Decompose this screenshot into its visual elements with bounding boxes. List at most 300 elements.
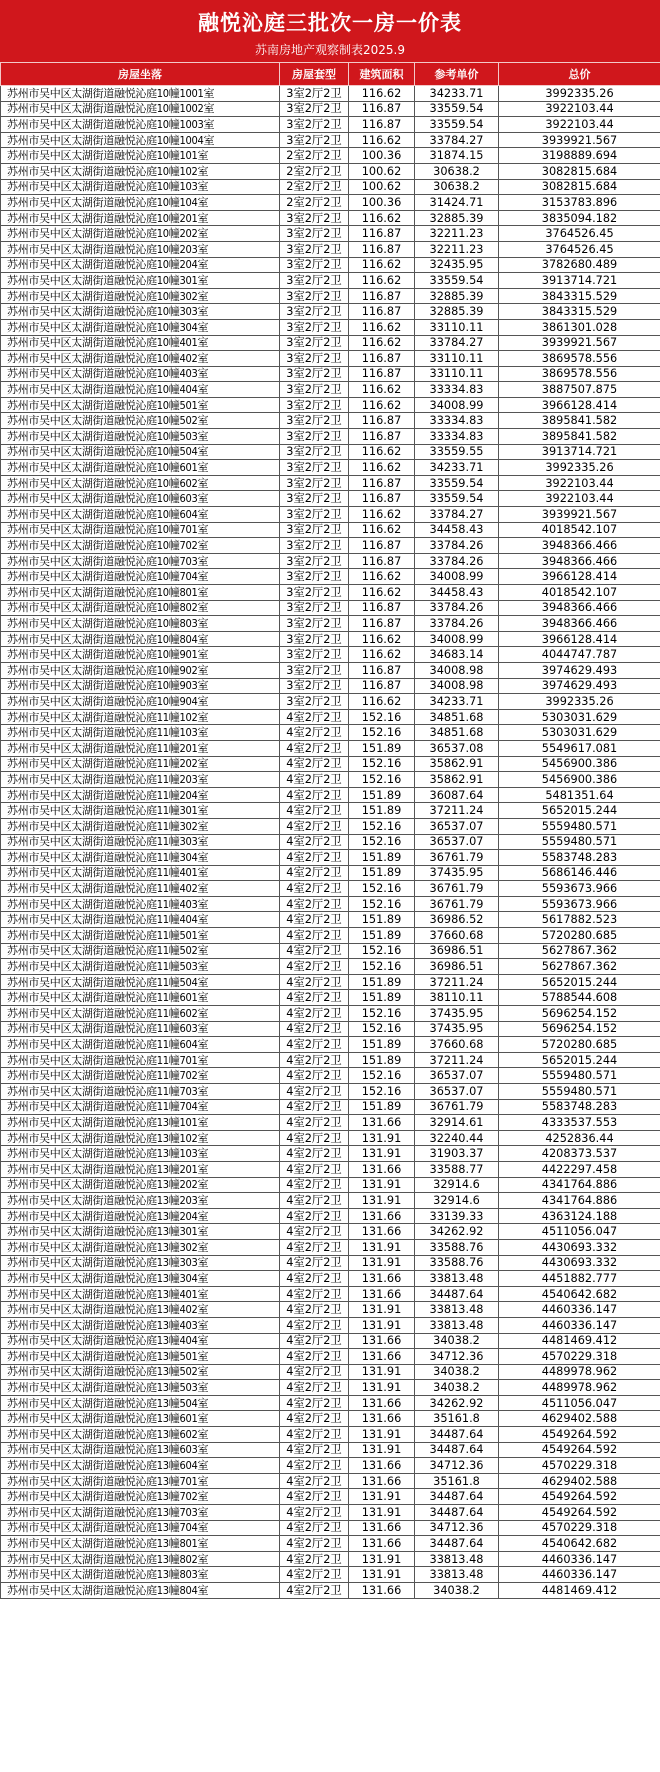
cell-address: 苏州市吴中区太湖街道融悦沁庭11幢504室 <box>1 974 280 990</box>
cell-total-price: 3843315.529 <box>499 304 660 320</box>
cell-address: 苏州市吴中区太湖街道融悦沁庭11幢302室 <box>1 818 280 834</box>
cell-total-price: 5720280.685 <box>499 1037 660 1053</box>
cell-total-price: 3869578.556 <box>499 366 660 382</box>
cell-layout: 4室2厅2卫 <box>280 1349 349 1365</box>
table-row <box>1 288 660 304</box>
cell-unit-price: 34851.68 <box>415 725 499 741</box>
cell-unit-price: 36537.07 <box>415 818 499 834</box>
cell-address: 苏州市吴中区太湖街道融悦沁庭11幢402室 <box>1 881 280 897</box>
table-row <box>1 647 660 663</box>
cell-total-price: 5593673.966 <box>499 881 660 897</box>
cell-total-price: 3992335.26 <box>499 86 660 102</box>
cell-unit-price: 34487.64 <box>415 1286 499 1302</box>
cell-total-price: 3843315.529 <box>499 288 660 304</box>
table-row <box>1 1536 660 1552</box>
cell-address: 苏州市吴中区太湖街道融悦沁庭13幢703室 <box>1 1505 280 1521</box>
cell-layout: 3室2厅2卫 <box>280 444 349 460</box>
cell-layout: 4室2厅2卫 <box>280 943 349 959</box>
table-row <box>1 912 660 928</box>
cell-unit-price: 34008.98 <box>415 662 499 678</box>
price-table <box>0 62 660 1599</box>
cell-area: 152.16 <box>349 834 415 850</box>
cell-area: 116.87 <box>349 288 415 304</box>
cell-layout: 3室2厅2卫 <box>280 304 349 320</box>
cell-total-price: 4208373.537 <box>499 1146 660 1162</box>
cell-layout: 3室2厅2卫 <box>280 507 349 523</box>
cell-area: 116.62 <box>349 397 415 413</box>
cell-unit-price: 34487.64 <box>415 1536 499 1552</box>
cell-area: 100.36 <box>349 148 415 164</box>
cell-layout: 3室2厅2卫 <box>280 117 349 133</box>
table-row <box>1 896 660 912</box>
cell-total-price: 4481469.412 <box>499 1583 660 1599</box>
cell-area: 152.16 <box>349 881 415 897</box>
cell-layout: 4室2厅2卫 <box>280 709 349 725</box>
cell-area: 116.87 <box>349 475 415 491</box>
table-row <box>1 803 660 819</box>
cell-layout: 3室2厅2卫 <box>280 429 349 445</box>
cell-area: 152.16 <box>349 818 415 834</box>
table-row <box>1 569 660 585</box>
cell-total-price: 3939921.567 <box>499 132 660 148</box>
cell-area: 116.62 <box>349 507 415 523</box>
cell-unit-price: 33813.48 <box>415 1271 499 1287</box>
cell-area: 116.87 <box>349 101 415 117</box>
cell-layout: 3室2厅2卫 <box>280 288 349 304</box>
cell-address: 苏州市吴中区太湖街道融悦沁庭10幢703室 <box>1 553 280 569</box>
cell-unit-price: 36986.51 <box>415 959 499 975</box>
cell-area: 131.91 <box>349 1177 415 1193</box>
cell-unit-price: 36537.07 <box>415 1084 499 1100</box>
cell-total-price: 3974629.493 <box>499 662 660 678</box>
cell-layout: 4室2厅2卫 <box>280 912 349 928</box>
cell-layout: 4室2厅2卫 <box>280 1489 349 1505</box>
cell-address: 苏州市吴中区太湖街道融悦沁庭11幢201室 <box>1 740 280 756</box>
cell-layout: 3室2厅2卫 <box>280 631 349 647</box>
table-row <box>1 163 660 179</box>
cell-total-price: 4570229.318 <box>499 1349 660 1365</box>
cell-unit-price: 36761.79 <box>415 850 499 866</box>
cell-address: 苏州市吴中区太湖街道融悦沁庭13幢201室 <box>1 1161 280 1177</box>
cell-total-price: 4511056.047 <box>499 1395 660 1411</box>
table-row <box>1 1395 660 1411</box>
cell-area: 152.16 <box>349 772 415 788</box>
table-row <box>1 1161 660 1177</box>
cell-layout: 4室2厅2卫 <box>280 1177 349 1193</box>
cell-total-price: 5456900.386 <box>499 756 660 772</box>
cell-layout: 4室2厅2卫 <box>280 1255 349 1271</box>
cell-address: 苏州市吴中区太湖街道融悦沁庭10幢501室 <box>1 397 280 413</box>
cell-total-price: 4481469.412 <box>499 1333 660 1349</box>
cell-total-price: 4570229.318 <box>499 1458 660 1474</box>
cell-address: 苏州市吴中区太湖街道融悦沁庭10幢904室 <box>1 694 280 710</box>
cell-unit-price: 33559.54 <box>415 117 499 133</box>
cell-area: 116.62 <box>349 460 415 476</box>
cell-total-price: 5652015.244 <box>499 1052 660 1068</box>
cell-layout: 2室2厅2卫 <box>280 195 349 211</box>
cell-address: 苏州市吴中区太湖街道融悦沁庭11幢703室 <box>1 1084 280 1100</box>
table-row <box>1 1505 660 1521</box>
cell-address: 苏州市吴中区太湖街道融悦沁庭13幢801室 <box>1 1536 280 1552</box>
cell-total-price: 3153783.896 <box>499 195 660 211</box>
cell-layout: 3室2厅2卫 <box>280 475 349 491</box>
cell-unit-price: 33559.54 <box>415 475 499 491</box>
cell-total-price: 4629402.588 <box>499 1473 660 1489</box>
table-row <box>1 865 660 881</box>
cell-total-price: 5549617.081 <box>499 740 660 756</box>
cell-layout: 3室2厅2卫 <box>280 522 349 538</box>
table-row <box>1 1006 660 1022</box>
cell-unit-price: 33588.77 <box>415 1161 499 1177</box>
cell-area: 116.62 <box>349 335 415 351</box>
table-row <box>1 1068 660 1084</box>
cell-area: 131.66 <box>349 1536 415 1552</box>
cell-unit-price: 37435.95 <box>415 865 499 881</box>
cell-unit-price: 33784.26 <box>415 600 499 616</box>
cell-area: 116.87 <box>349 553 415 569</box>
cell-total-price: 4460336.147 <box>499 1317 660 1333</box>
table-row <box>1 1583 660 1599</box>
cell-layout: 3室2厅2卫 <box>280 413 349 429</box>
cell-layout: 4室2厅2卫 <box>280 1333 349 1349</box>
cell-unit-price: 31874.15 <box>415 148 499 164</box>
cell-unit-price: 34038.2 <box>415 1333 499 1349</box>
table-row <box>1 974 660 990</box>
table-row <box>1 304 660 320</box>
cell-unit-price: 34487.64 <box>415 1489 499 1505</box>
cell-area: 131.66 <box>349 1520 415 1536</box>
cell-unit-price: 37211.24 <box>415 974 499 990</box>
cell-area: 131.91 <box>349 1302 415 1318</box>
table-row <box>1 678 660 694</box>
cell-layout: 3室2厅2卫 <box>280 678 349 694</box>
table-row <box>1 756 660 772</box>
table-row <box>1 740 660 756</box>
cell-area: 116.62 <box>349 647 415 663</box>
cell-area: 152.16 <box>349 1084 415 1100</box>
cell-layout: 4室2厅2卫 <box>280 787 349 803</box>
cell-layout: 4室2厅2卫 <box>280 1052 349 1068</box>
cell-address: 苏州市吴中区太湖街道融悦沁庭13幢603室 <box>1 1442 280 1458</box>
cell-unit-price: 34038.2 <box>415 1380 499 1396</box>
cell-address: 苏州市吴中区太湖街道融悦沁庭13幢304室 <box>1 1271 280 1287</box>
cell-unit-price: 33334.83 <box>415 429 499 445</box>
cell-area: 116.87 <box>349 366 415 382</box>
cell-area: 131.66 <box>349 1161 415 1177</box>
cell-area: 116.62 <box>349 210 415 226</box>
cell-layout: 3室2厅2卫 <box>280 257 349 273</box>
cell-total-price: 4430693.332 <box>499 1255 660 1271</box>
cell-layout: 2室2厅2卫 <box>280 148 349 164</box>
cell-address: 苏州市吴中区太湖街道融悦沁庭13幢803室 <box>1 1567 280 1583</box>
cell-unit-price: 33559.54 <box>415 101 499 117</box>
cell-unit-price: 33139.33 <box>415 1208 499 1224</box>
table-row <box>1 429 660 445</box>
cell-unit-price: 38110.11 <box>415 990 499 1006</box>
cell-area: 116.62 <box>349 132 415 148</box>
cell-unit-price: 33784.27 <box>415 335 499 351</box>
cell-unit-price: 37660.68 <box>415 1037 499 1053</box>
cell-layout: 4室2厅2卫 <box>280 865 349 881</box>
cell-total-price: 5456900.386 <box>499 772 660 788</box>
cell-unit-price: 33784.27 <box>415 507 499 523</box>
cell-area: 151.89 <box>349 850 415 866</box>
cell-area: 131.66 <box>349 1473 415 1489</box>
cell-unit-price: 34008.99 <box>415 631 499 647</box>
cell-total-price: 5481351.64 <box>499 787 660 803</box>
cell-layout: 4室2厅2卫 <box>280 850 349 866</box>
cell-total-price: 3948366.466 <box>499 553 660 569</box>
cell-area: 131.91 <box>349 1193 415 1209</box>
cell-layout: 4室2厅2卫 <box>280 896 349 912</box>
cell-address: 苏州市吴中区太湖街道融悦沁庭13幢301室 <box>1 1224 280 1240</box>
cell-address: 苏州市吴中区太湖街道融悦沁庭11幢301室 <box>1 803 280 819</box>
cell-area: 152.16 <box>349 943 415 959</box>
table-row <box>1 1380 660 1396</box>
cell-address: 苏州市吴中区太湖街道融悦沁庭10幢602室 <box>1 475 280 491</box>
cell-area: 116.62 <box>349 319 415 335</box>
cell-area: 131.91 <box>349 1130 415 1146</box>
table-row <box>1 382 660 398</box>
column-header-unit-price: 参考单价 <box>415 63 499 86</box>
cell-total-price: 5583748.283 <box>499 850 660 866</box>
cell-unit-price: 36537.07 <box>415 1068 499 1084</box>
cell-area: 151.89 <box>349 1052 415 1068</box>
cell-unit-price: 33110.11 <box>415 351 499 367</box>
table-row <box>1 179 660 195</box>
table-row <box>1 1208 660 1224</box>
cell-unit-price: 31903.37 <box>415 1146 499 1162</box>
cell-layout: 4室2厅2卫 <box>280 1583 349 1599</box>
cell-address: 苏州市吴中区太湖街道融悦沁庭10幢804室 <box>1 631 280 647</box>
cell-address: 苏州市吴中区太湖街道融悦沁庭10幢604室 <box>1 507 280 523</box>
table-row <box>1 522 660 538</box>
table-row <box>1 273 660 289</box>
cell-layout: 3室2厅2卫 <box>280 616 349 632</box>
cell-area: 151.89 <box>349 990 415 1006</box>
cell-area: 131.66 <box>349 1224 415 1240</box>
cell-layout: 3室2厅2卫 <box>280 241 349 257</box>
cell-address: 苏州市吴中区太湖街道融悦沁庭11幢601室 <box>1 990 280 1006</box>
cell-address: 苏州市吴中区太湖街道融悦沁庭13幢402室 <box>1 1302 280 1318</box>
cell-layout: 4室2厅2卫 <box>280 1193 349 1209</box>
cell-area: 151.89 <box>349 787 415 803</box>
cell-unit-price: 36761.79 <box>415 896 499 912</box>
cell-layout: 4室2厅2卫 <box>280 1161 349 1177</box>
table-row <box>1 1458 660 1474</box>
cell-area: 152.16 <box>349 756 415 772</box>
cell-layout: 4室2厅2卫 <box>280 1146 349 1162</box>
cell-area: 131.91 <box>349 1380 415 1396</box>
column-header-layout: 房屋套型 <box>280 63 349 86</box>
cell-address: 苏州市吴中区太湖街道融悦沁庭10幢1003室 <box>1 117 280 133</box>
cell-unit-price: 34487.64 <box>415 1442 499 1458</box>
cell-address: 苏州市吴中区太湖街道融悦沁庭11幢203室 <box>1 772 280 788</box>
table-row <box>1 210 660 226</box>
cell-layout: 4室2厅2卫 <box>280 1395 349 1411</box>
cell-address: 苏州市吴中区太湖街道融悦沁庭10幢801室 <box>1 585 280 601</box>
cell-address: 苏州市吴中区太湖街道融悦沁庭10幢104室 <box>1 195 280 211</box>
cell-total-price: 3764526.45 <box>499 241 660 257</box>
cell-layout: 4室2厅2卫 <box>280 1239 349 1255</box>
cell-address: 苏州市吴中区太湖街道融悦沁庭10幢903室 <box>1 678 280 694</box>
table-row <box>1 943 660 959</box>
table-row <box>1 491 660 507</box>
cell-layout: 4室2厅2卫 <box>280 1458 349 1474</box>
cell-total-price: 3869578.556 <box>499 351 660 367</box>
cell-area: 116.62 <box>349 257 415 273</box>
cell-unit-price: 33784.26 <box>415 538 499 554</box>
table-row <box>1 351 660 367</box>
cell-unit-price: 35161.8 <box>415 1473 499 1489</box>
cell-unit-price: 35862.91 <box>415 756 499 772</box>
cell-layout: 3室2厅2卫 <box>280 585 349 601</box>
cell-total-price: 3082815.684 <box>499 179 660 195</box>
cell-total-price: 4341764.886 <box>499 1177 660 1193</box>
cell-layout: 4室2厅2卫 <box>280 818 349 834</box>
table-row <box>1 366 660 382</box>
cell-area: 131.91 <box>349 1239 415 1255</box>
cell-address: 苏州市吴中区太湖街道融悦沁庭10幢601室 <box>1 460 280 476</box>
cell-total-price: 5652015.244 <box>499 974 660 990</box>
table-row <box>1 1427 660 1443</box>
cell-unit-price: 31424.71 <box>415 195 499 211</box>
cell-address: 苏州市吴中区太湖街道融悦沁庭11幢404室 <box>1 912 280 928</box>
cell-unit-price: 35862.91 <box>415 772 499 788</box>
cell-address: 苏州市吴中区太湖街道融悦沁庭13幢203室 <box>1 1193 280 1209</box>
table-row <box>1 444 660 460</box>
cell-unit-price: 33813.48 <box>415 1567 499 1583</box>
cell-area: 116.62 <box>349 631 415 647</box>
cell-address: 苏州市吴中区太湖街道融悦沁庭11幢701室 <box>1 1052 280 1068</box>
cell-unit-price: 32435.95 <box>415 257 499 273</box>
cell-layout: 3室2厅2卫 <box>280 600 349 616</box>
cell-area: 131.91 <box>349 1551 415 1567</box>
cell-total-price: 3966128.414 <box>499 631 660 647</box>
cell-layout: 3室2厅2卫 <box>280 491 349 507</box>
cell-unit-price: 36986.51 <box>415 943 499 959</box>
cell-unit-price: 33110.11 <box>415 366 499 382</box>
cell-unit-price: 32885.39 <box>415 304 499 320</box>
cell-total-price: 3966128.414 <box>499 569 660 585</box>
page-subtitle: 苏南房地产观察制表2025.9 <box>255 43 405 57</box>
table-row <box>1 1224 660 1240</box>
cell-layout: 3室2厅2卫 <box>280 351 349 367</box>
cell-total-price: 4540642.682 <box>499 1286 660 1302</box>
cell-total-price: 3948366.466 <box>499 538 660 554</box>
cell-area: 116.87 <box>349 226 415 242</box>
cell-layout: 3室2厅2卫 <box>280 694 349 710</box>
cell-total-price: 3198889.694 <box>499 148 660 164</box>
cell-area: 116.62 <box>349 382 415 398</box>
cell-unit-price: 33334.83 <box>415 382 499 398</box>
cell-address: 苏州市吴中区太湖街道融悦沁庭10幢1002室 <box>1 101 280 117</box>
cell-layout: 4室2厅2卫 <box>280 1302 349 1318</box>
cell-area: 152.16 <box>349 1006 415 1022</box>
table-row <box>1 1239 660 1255</box>
page-title: 融悦沁庭三批次一房一价表 <box>198 11 462 35</box>
cell-area: 131.91 <box>349 1427 415 1443</box>
cell-layout: 3室2厅2卫 <box>280 132 349 148</box>
cell-total-price: 3913714.721 <box>499 273 660 289</box>
cell-layout: 2室2厅2卫 <box>280 163 349 179</box>
cell-unit-price: 37211.24 <box>415 1052 499 1068</box>
cell-total-price: 5627867.362 <box>499 943 660 959</box>
cell-layout: 4室2厅2卫 <box>280 1317 349 1333</box>
table-row <box>1 319 660 335</box>
cell-unit-price: 32240.44 <box>415 1130 499 1146</box>
table-row <box>1 1349 660 1365</box>
cell-total-price: 3913714.721 <box>499 444 660 460</box>
cell-unit-price: 34262.92 <box>415 1395 499 1411</box>
cell-area: 116.62 <box>349 569 415 585</box>
cell-layout: 4室2厅2卫 <box>280 1567 349 1583</box>
cell-layout: 3室2厅2卫 <box>280 210 349 226</box>
cell-address: 苏州市吴中区太湖街道融悦沁庭10幢101室 <box>1 148 280 164</box>
cell-unit-price: 36537.07 <box>415 834 499 850</box>
cell-total-price: 3948366.466 <box>499 600 660 616</box>
cell-unit-price: 30638.2 <box>415 163 499 179</box>
table-row <box>1 1052 660 1068</box>
table-row <box>1 1084 660 1100</box>
cell-address: 苏州市吴中区太湖街道融悦沁庭10幢204室 <box>1 257 280 273</box>
cell-area: 116.87 <box>349 538 415 554</box>
cell-area: 151.89 <box>349 974 415 990</box>
cell-unit-price: 34458.43 <box>415 522 499 538</box>
table-row <box>1 662 660 678</box>
cell-area: 152.16 <box>349 1068 415 1084</box>
cell-layout: 4室2厅2卫 <box>280 740 349 756</box>
cell-area: 152.16 <box>349 896 415 912</box>
column-header-total-price: 总价 <box>499 63 660 86</box>
cell-unit-price: 34008.99 <box>415 569 499 585</box>
cell-total-price: 3764526.45 <box>499 226 660 242</box>
cell-layout: 4室2厅2卫 <box>280 1364 349 1380</box>
cell-unit-price: 34233.71 <box>415 694 499 710</box>
cell-area: 116.87 <box>349 678 415 694</box>
cell-total-price: 5559480.571 <box>499 1084 660 1100</box>
cell-total-price: 3922103.44 <box>499 101 660 117</box>
cell-layout: 4室2厅2卫 <box>280 1411 349 1427</box>
cell-area: 131.91 <box>349 1442 415 1458</box>
cell-address: 苏州市吴中区太湖街道融悦沁庭10幢302室 <box>1 288 280 304</box>
cell-total-price: 5686146.446 <box>499 865 660 881</box>
table-row <box>1 1567 660 1583</box>
table-row <box>1 818 660 834</box>
cell-address: 苏州市吴中区太湖街道融悦沁庭13幢401室 <box>1 1286 280 1302</box>
cell-area: 116.87 <box>349 491 415 507</box>
cell-address: 苏州市吴中区太湖街道融悦沁庭13幢802室 <box>1 1551 280 1567</box>
cell-total-price: 4629402.588 <box>499 1411 660 1427</box>
cell-unit-price: 34233.71 <box>415 460 499 476</box>
cell-unit-price: 33784.26 <box>415 616 499 632</box>
cell-unit-price: 36761.79 <box>415 881 499 897</box>
cell-unit-price: 35161.8 <box>415 1411 499 1427</box>
cell-address: 苏州市吴中区太湖街道融悦沁庭10幢304室 <box>1 319 280 335</box>
cell-address: 苏州市吴中区太湖街道融悦沁庭13幢804室 <box>1 1583 280 1599</box>
cell-area: 151.89 <box>349 865 415 881</box>
cell-layout: 3室2厅2卫 <box>280 226 349 242</box>
cell-unit-price: 37435.95 <box>415 1021 499 1037</box>
cell-total-price: 5303031.629 <box>499 709 660 725</box>
cell-address: 苏州市吴中区太湖街道融悦沁庭11幢702室 <box>1 1068 280 1084</box>
cell-total-price: 5559480.571 <box>499 1068 660 1084</box>
table-row <box>1 1551 660 1567</box>
cell-total-price: 4511056.047 <box>499 1224 660 1240</box>
cell-total-price: 4451882.777 <box>499 1271 660 1287</box>
cell-layout: 3室2厅2卫 <box>280 569 349 585</box>
table-row <box>1 257 660 273</box>
